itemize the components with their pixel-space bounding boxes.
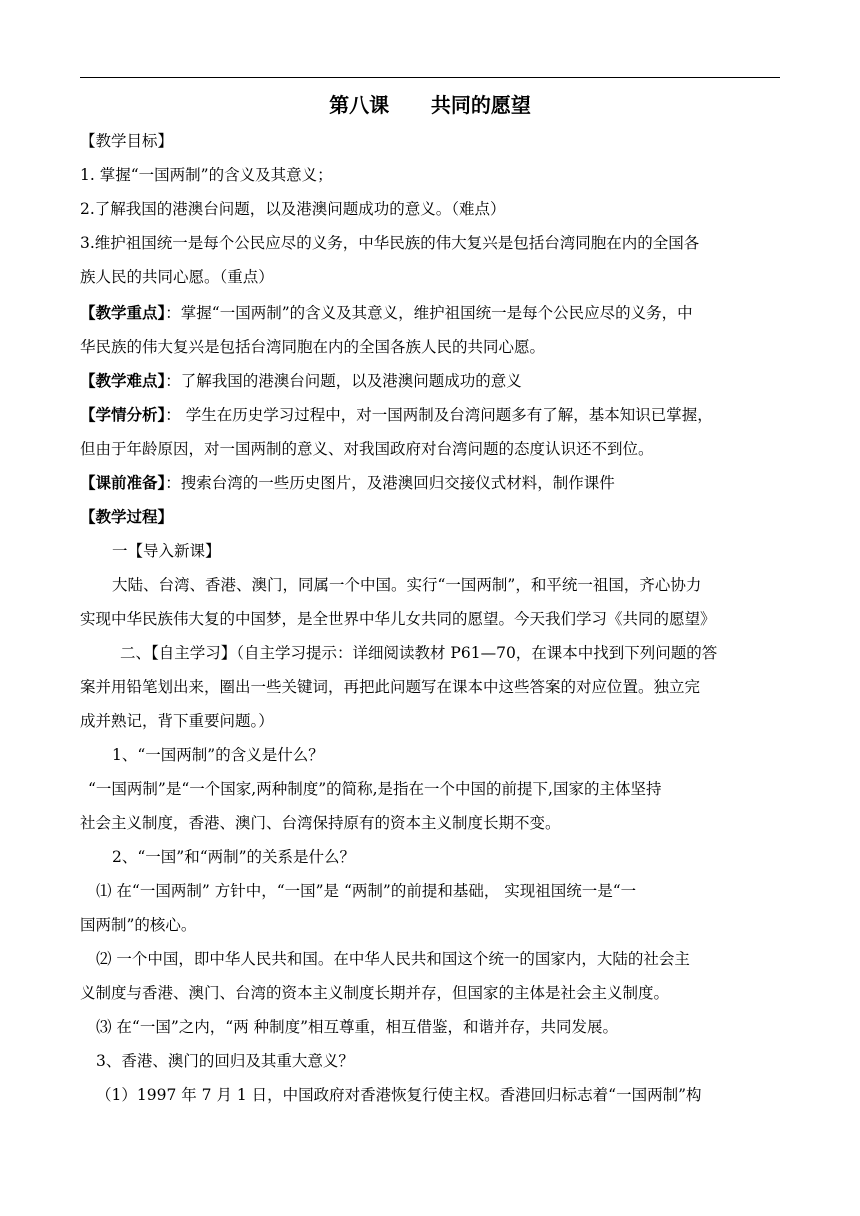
answer-1: “一国两制”是“一个国家,两种制度”的简称,是指在一个中国的前提下,国家的主体坚持 [88,780,662,798]
objective-3-cont: 族人民的共同心愿。（重点） [80,268,274,286]
objective-2: 2.了解我国的港澳台问题，以及港澳问题成功的意义。（难点） [80,200,506,218]
section-heading-process: 【教学过程】 [80,507,174,526]
answer-1-cont: 社会主义制度，香港、澳门、台湾保持原有的资本主义制度长期不变。 [80,814,561,832]
key-points: 【教学重点】：掌握“一国两制”的含义及其意义，维护祖国统一是每个公民应尽的义务，中 [80,303,693,322]
answer-2-1: ⑴ 在“一国两制” 方针中，“一国”是 “两制”的前提和基础， 实现祖国统一是“一 [96,882,637,900]
intro-paragraph-cont: 实现中华民族伟大复的中国梦，是全世界中华儿女共同的愿望。今天我们学习《共同的愿望》 [80,610,716,628]
question-3: 3、香港、澳门的回归及其重大意义？ [96,1052,354,1070]
lesson-title: 第八课 共同的愿望 [329,93,531,117]
preparation: 【课前准备】：搜索台湾的一些历史图片，及港澳回归交接仪式材料，制作课件 [80,473,615,492]
learner-analysis-cont: 但由于年龄原因，对一国两制的意义、对我国政府对台湾问题的态度认识还不到位。 [80,440,654,458]
objective-3: 3.维护祖国统一是每个公民应尽的义务，中华民族的伟大复兴是包括台湾同胞在内的全国各 [80,234,700,252]
answer-2-2-cont: 义制度与香港、澳门、台湾的资本主义制度长期并存，但国家的主体是社会主义制度。 [80,984,670,1002]
answer-2-2: ⑵ 一个中国，即中华人民共和国。在中华人民共和国这个统一的国家内，大陆的社会主 [96,950,690,968]
learner-analysis: 【学情分析】： 学生在历史学习过程中，对一国两制及台湾问题多有了解，基本知识已掌握， [80,405,713,424]
step-2-heading: 二、【自主学习】（自主学习提示：详细阅读教材 P61—70，在课本中找到下列问题的答 [120,644,718,662]
key-points-cont: 华民族的伟大复兴是包括台湾同胞在内的全国各族人民的共同心愿。 [80,338,546,356]
intro-paragraph: 大陆、台湾、香港、澳门，同属一个中国。实行“一国两制”，和平统一祖国，齐心协力 [112,576,702,594]
section-heading-objectives: 【教学目标】 [80,132,174,150]
answer-3-1: （1）1997 年 7 月 1 日，中国政府对香港恢复行使主权。香港回归标志着“一国两制”构 [96,1086,702,1104]
difficult-points: 【教学难点】：了解我国的港澳台问题，以及港澳问题成功的意义 [80,371,522,390]
answer-2-3: ⑶ 在“一国”之内，“两 种制度”相互尊重，相互借鉴，和谐并存，共同发展。 [96,1018,619,1036]
question-1: 1、“一国两制”的含义是什么？ [112,746,324,764]
step-2-cont-2: 成并熟记，背下重要问题。） [80,712,274,730]
question-2: 2、“一国”和“两制”的关系是什么？ [112,848,356,866]
step-2-cont: 案并用铅笔划出来，圈出一些关键词，再把此问题写在课本中这些答案的对应位置。独立完 [80,678,701,696]
answer-2-1-cont: 国两制”的核心。 [80,916,197,934]
step-1-heading: 一【导入新课】 [112,542,221,560]
objective-1: 1. 掌握“一国两制”的含义及其意义； [80,166,333,184]
header-rule [80,77,780,78]
